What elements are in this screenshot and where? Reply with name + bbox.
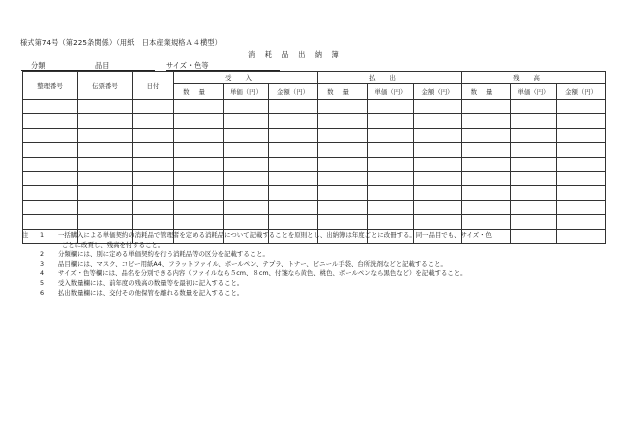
note-text: 受入数量欄には、前年度の残高の数量等を最初に記入すること。 [58,278,244,287]
cell[interactable] [269,114,318,128]
notes-section [22,231,612,298]
cell[interactable] [318,114,368,128]
cell[interactable] [557,215,606,229]
cell[interactable] [133,157,174,171]
cell[interactable] [414,157,462,171]
cell[interactable] [133,171,174,185]
note-number: 2 [40,250,45,259]
cell[interactable] [78,114,133,128]
cell[interactable] [511,157,557,171]
cell[interactable] [414,100,462,114]
cell[interactable] [462,215,511,229]
size-color-label: サイズ・色等 [166,61,209,70]
cell[interactable] [462,128,511,142]
cell[interactable] [174,128,224,142]
cell[interactable] [133,200,174,214]
note-continuation: ごとに改頁し、残高を付すること。 [62,240,165,249]
cell[interactable] [174,114,224,128]
form-number: 様式第74号（第225条関係）（用紙 日本産業規格Ａ４横型） [20,38,222,47]
cell[interactable] [133,114,174,128]
note-text: 一括購入による単価契約の消耗品で管理者を定める消耗品について記載することを原則とし、出納簿は年度ごとに改冊する。同一品目でも、サイズ・色 [58,231,492,239]
cell[interactable] [462,171,511,185]
group-header-balance: 残高 [462,72,606,84]
cell[interactable] [462,114,511,128]
note-number: 3 [40,259,45,268]
cell[interactable] [78,157,133,171]
cell[interactable] [511,186,557,200]
cell[interactable] [269,143,318,157]
group-header-payout: 払出 [318,72,462,84]
table-row [23,200,606,214]
cell[interactable] [511,215,557,229]
cell[interactable] [414,215,462,229]
cell[interactable] [174,100,224,114]
group-header-receipt: 受入 [174,72,318,84]
cell[interactable] [414,128,462,142]
cell[interactable] [133,100,174,114]
ledger-table [22,71,606,244]
cell[interactable] [511,128,557,142]
cell[interactable] [23,100,78,114]
note-item [22,289,612,299]
note-item [22,269,612,279]
cell[interactable] [557,186,606,200]
sub-header-quantity: 数量 [174,84,224,100]
cell[interactable] [23,171,78,185]
cell[interactable] [318,186,368,200]
cell[interactable] [511,100,557,114]
note-number: 4 [40,269,45,278]
cell[interactable] [368,171,414,185]
cell[interactable] [318,200,368,214]
cell[interactable] [368,186,414,200]
cell[interactable] [174,171,224,185]
cell[interactable] [133,215,174,229]
cell[interactable] [557,114,606,128]
cell[interactable] [511,200,557,214]
sub-header-amount: 金額（円） [414,84,462,100]
cell[interactable] [224,143,269,157]
notes-prefix: 注 [22,231,29,239]
cell[interactable] [368,157,414,171]
cell[interactable] [78,100,133,114]
cell[interactable] [414,186,462,200]
table-row [23,186,606,200]
cell[interactable] [368,100,414,114]
cell[interactable] [23,143,78,157]
cell[interactable] [557,143,606,157]
cell[interactable] [224,186,269,200]
note-text: 払出数量欄には、交付その他保管を離れる数量を記入すること。 [58,288,244,297]
sub-header-quantity: 数量 [462,84,511,100]
cell[interactable] [414,200,462,214]
table-row [23,171,606,185]
cell[interactable] [133,143,174,157]
cell[interactable] [511,171,557,185]
cell[interactable] [23,200,78,214]
cell[interactable] [224,100,269,114]
table-row [23,128,606,142]
cell[interactable] [368,200,414,214]
note-item [22,250,612,260]
note-text: 分類欄には、別に定める単価契約を行う消耗品等の区分を記載すること。 [58,250,269,259]
cell[interactable] [557,100,606,114]
cell[interactable] [269,171,318,185]
cell[interactable] [462,143,511,157]
cell[interactable] [318,171,368,185]
cell[interactable] [133,128,174,142]
cell[interactable] [224,215,269,229]
cell[interactable] [462,186,511,200]
note-item [22,260,612,270]
cell[interactable] [23,186,78,200]
sub-header-unit-price: 単価（円） [224,84,269,100]
cell[interactable] [462,200,511,214]
cell[interactable] [23,128,78,142]
cell[interactable] [224,128,269,142]
note-number: 6 [40,288,45,297]
item-label: 品目 [95,61,110,70]
cell[interactable] [414,143,462,157]
table-row [23,157,606,171]
note-number: 1 [40,231,45,239]
cell[interactable] [224,171,269,185]
page-title: 消耗品出納簿 [248,50,349,59]
cell[interactable] [269,215,318,229]
sub-header-unit-price: 単価（円） [511,84,557,100]
cell[interactable] [23,114,78,128]
cell[interactable] [462,100,511,114]
note-item [22,231,612,241]
note-number: 5 [40,278,45,287]
table-row [23,143,606,157]
cell[interactable] [133,186,174,200]
cell[interactable] [462,157,511,171]
sub-header-amount: 金額（円） [557,84,606,100]
cell[interactable] [269,157,318,171]
cell[interactable] [23,215,78,229]
cell[interactable] [78,186,133,200]
note-text: サイズ・色等欄には、品名を分別できる内容（ファイルなら５cm、８cm、付箋なら黄色、桃色、ボールペンなら黒色など）を記載すること。 [58,269,467,278]
sub-header-quantity: 数量 [318,84,368,100]
cell[interactable] [174,215,224,229]
cell[interactable] [557,200,606,214]
sub-header-amount: 金額（円） [269,84,318,100]
cell[interactable] [224,157,269,171]
cell[interactable] [318,157,368,171]
cell[interactable] [23,157,78,171]
size-color-field[interactable] [166,62,280,71]
cell[interactable] [557,157,606,171]
cell[interactable] [318,143,368,157]
category-label: 分類 [31,61,46,70]
cell[interactable] [78,200,133,214]
cell[interactable] [78,171,133,185]
cell[interactable] [269,128,318,142]
table-row [23,100,606,114]
cell[interactable] [368,114,414,128]
cell[interactable] [511,143,557,157]
cell[interactable] [368,215,414,229]
cell[interactable] [557,128,606,142]
cell[interactable] [78,128,133,142]
cell[interactable] [224,114,269,128]
cell[interactable] [174,200,224,214]
cell[interactable] [368,128,414,142]
cell[interactable] [269,200,318,214]
cell[interactable] [78,143,133,157]
cell[interactable] [269,186,318,200]
note-item [22,279,612,289]
cell[interactable] [174,186,224,200]
col-header-date: 日付 [133,72,174,100]
cell[interactable] [318,128,368,142]
cell[interactable] [224,200,269,214]
cell[interactable] [368,143,414,157]
cell[interactable] [78,215,133,229]
table-row [23,114,606,128]
note-text: 品目欄には、マスク、コピー用紙A4、フラットファイル、ボールペン、テプラ、トナー、ビニール手袋、台所洗剤などと記載すること。 [58,259,447,268]
cell[interactable] [414,171,462,185]
col-header-ledger-no: 整理番号 [23,72,78,100]
cell[interactable] [318,100,368,114]
cell[interactable] [557,171,606,185]
cell[interactable] [174,157,224,171]
cell[interactable] [318,215,368,229]
cell[interactable] [414,114,462,128]
col-header-slip-no: 伝票番号 [78,72,133,100]
category-field[interactable] [21,62,103,71]
cell[interactable] [511,114,557,128]
cell[interactable] [174,143,224,157]
table-row [23,215,606,229]
item-field[interactable] [95,62,155,71]
cell[interactable] [269,100,318,114]
sub-header-unit-price: 単価（円） [368,84,414,100]
